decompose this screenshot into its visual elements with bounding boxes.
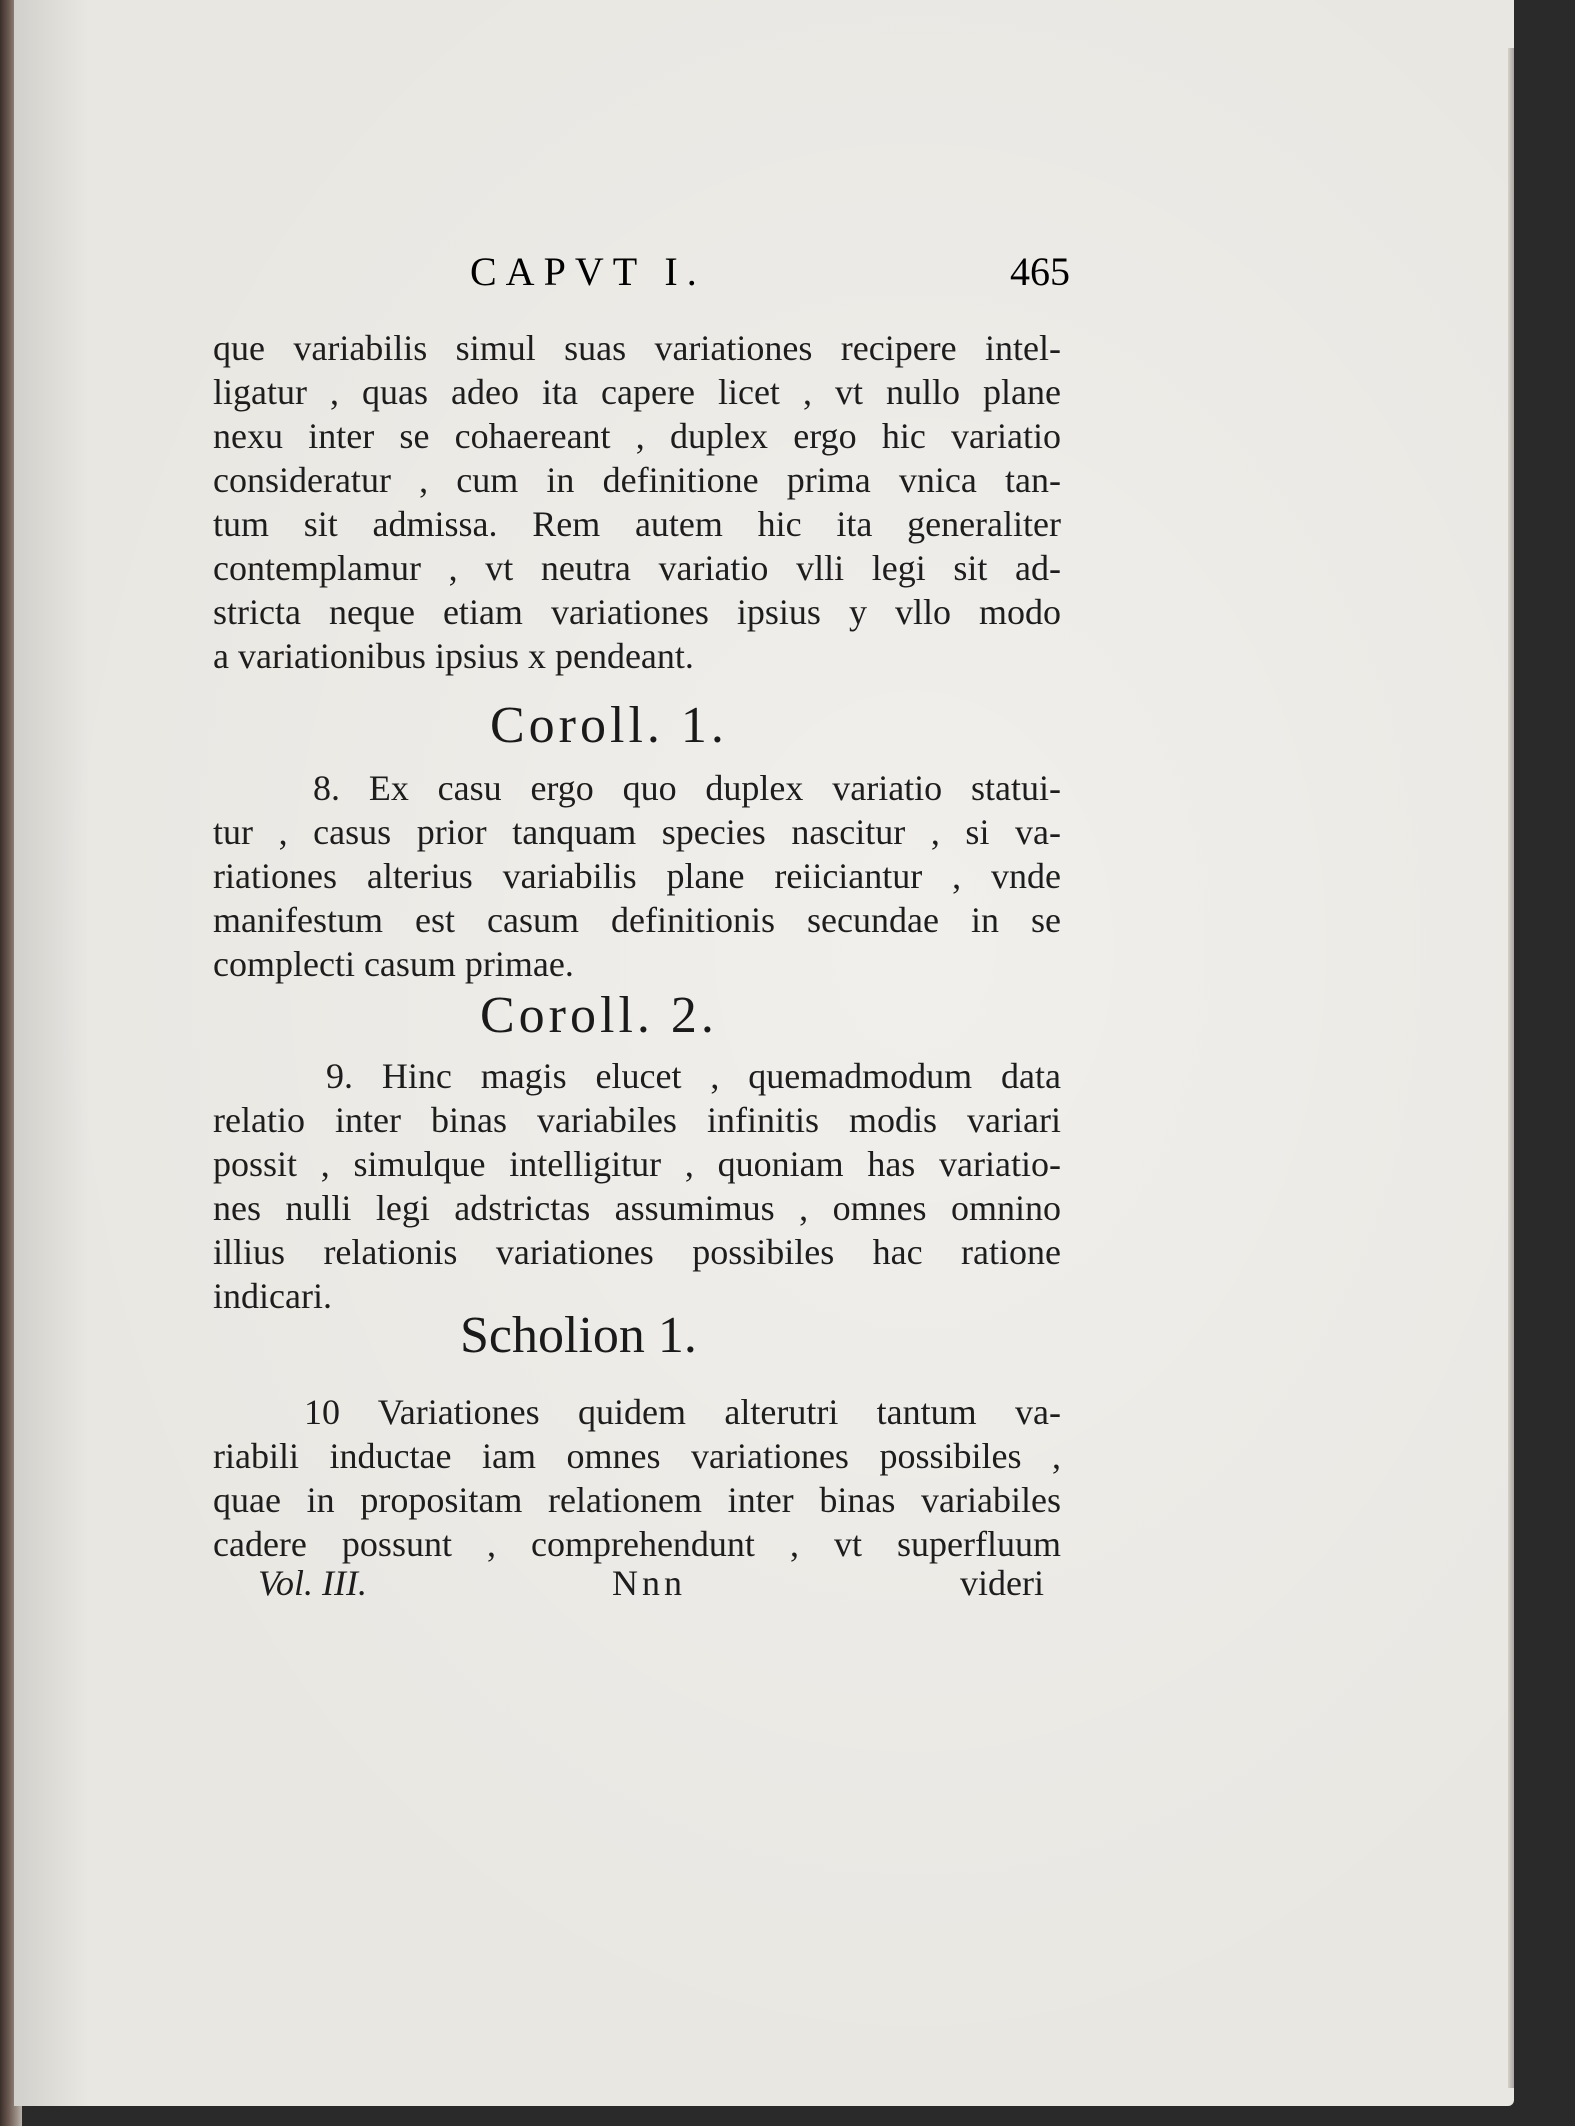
- text-line: nes nulli legi adstrictas assumimus , omnes omnino: [213, 1188, 1061, 1228]
- text-line: a variationibus ipsius x pendeant.: [213, 636, 694, 676]
- text-line: manifestum est casum definitionis secundae in se: [213, 900, 1061, 940]
- text-line: riationes alterius variabilis plane reiiciantur , vnde: [213, 856, 1061, 896]
- text-line: nexu inter se cohaereant , duplex ergo hic variatio: [213, 416, 1061, 456]
- text-line: tur , casus prior tanquam species nascitur , si va-: [213, 812, 1061, 852]
- text-line: que variabilis simul suas variationes recipere intel-: [213, 328, 1061, 368]
- text-line: consideratur , cum in definitione prima vnica tan-: [213, 460, 1061, 500]
- text-line: possit , simulque intelligitur , quoniam has variatio-: [213, 1144, 1061, 1184]
- text-line: quae in propositam relationem inter binas variabiles: [213, 1480, 1061, 1520]
- section-heading-coroll-2: Coroll. 2.: [480, 987, 718, 1044]
- text-line: cadere possunt , comprehendunt , vt superfluum: [213, 1524, 1061, 1564]
- text-line: complecti casum primae.: [213, 944, 574, 984]
- signature-mark: Nnn: [612, 1563, 686, 1603]
- text-line: 8. Ex casu ergo quo duplex variatio statui-: [313, 768, 1061, 808]
- text-line: riabili inductae iam omnes variationes possibiles ,: [213, 1436, 1061, 1476]
- text-line: ligatur , quas adeo ita capere licet , vt nullo plane: [213, 372, 1061, 412]
- catchword: videri: [960, 1563, 1044, 1603]
- text-line: relatio inter binas variabiles infinitis modis variari: [213, 1100, 1061, 1140]
- text-line: 10 Variationes quidem alterutri tantum va-: [304, 1392, 1061, 1432]
- section-heading-scholion-1: Scholion 1.: [460, 1307, 697, 1364]
- text-line: 9. Hinc magis elucet , quemadmodum data: [326, 1056, 1061, 1096]
- volume-mark: Vol. III.: [258, 1563, 367, 1603]
- book-page: [14, 0, 1514, 2106]
- page-edge: [1508, 48, 1514, 2088]
- text-line: contemplamur , vt neutra variatio vlli legi sit ad-: [213, 548, 1061, 588]
- page-number: 465: [1010, 249, 1070, 294]
- text-line: indicari.: [213, 1276, 332, 1316]
- text-line: illius relationis variationes possibiles hac ratione: [213, 1232, 1061, 1272]
- text-line: stricta neque etiam variationes ipsius y vllo modo: [213, 592, 1061, 632]
- section-heading-coroll-1: Coroll. 1.: [490, 697, 728, 754]
- running-head: [470, 248, 1070, 298]
- running-title: CAPVT I.: [470, 249, 706, 294]
- text-line: tum sit admissa. Rem autem hic ita generaliter: [213, 504, 1061, 544]
